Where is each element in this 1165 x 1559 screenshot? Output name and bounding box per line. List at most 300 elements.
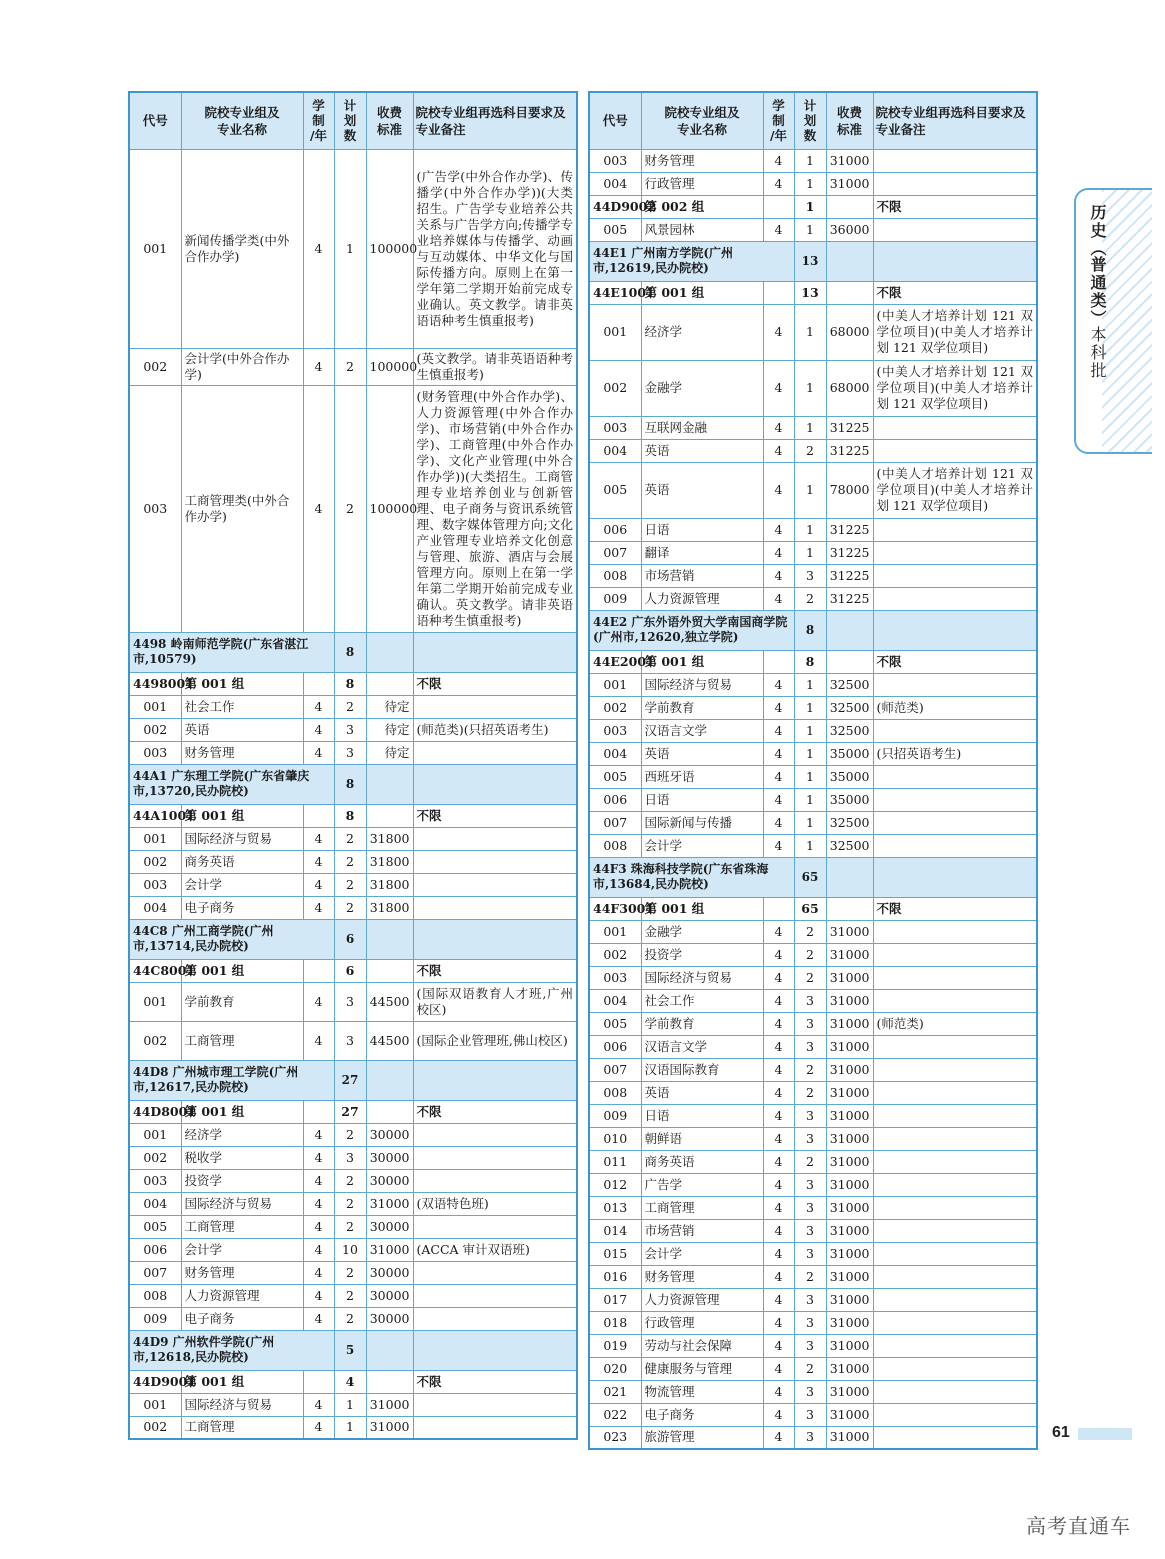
- major-plan: 3: [794, 1196, 826, 1219]
- group-code: 44D8001: [129, 1100, 181, 1123]
- header-name: 院校专业组及 专业名称: [641, 92, 763, 149]
- major-name: 投资学: [641, 943, 763, 966]
- major-plan: 3: [794, 1311, 826, 1334]
- major-code: 008: [589, 564, 641, 587]
- major-name: 会计学: [181, 1238, 303, 1261]
- major-fee: 32500: [826, 811, 873, 834]
- school-row: [589, 610, 1037, 650]
- major-row: [589, 811, 1037, 834]
- major-name: 经济学: [181, 1123, 303, 1146]
- group-name: 第 001 组: [641, 281, 763, 304]
- major-row: [589, 518, 1037, 541]
- major-row: [589, 989, 1037, 1012]
- major-fee: 31000: [366, 1393, 413, 1416]
- major-row: [589, 1058, 1037, 1081]
- major-code: 001: [589, 673, 641, 696]
- major-plan: 1: [794, 788, 826, 811]
- major-code: 009: [129, 1307, 181, 1330]
- major-row: [129, 1169, 577, 1192]
- group-code: 44D9002: [589, 195, 641, 218]
- header-notes: 院校专业组再选科目要求及专业备注: [873, 92, 1037, 149]
- major-plan: 3: [794, 1127, 826, 1150]
- major-years: 4: [763, 1242, 794, 1265]
- school-name: 44E1 广州南方学院(广州市,12619,民办院校): [589, 241, 794, 281]
- major-row: [589, 1288, 1037, 1311]
- school-row: [129, 1330, 577, 1370]
- major-row: [129, 149, 577, 348]
- group-fee-empty: [826, 281, 873, 304]
- group-years-empty: [763, 281, 794, 304]
- major-fee: 31800: [366, 873, 413, 896]
- major-years: 4: [303, 827, 334, 850]
- school-fee-empty: [826, 857, 873, 897]
- group-code: 44C8001: [129, 959, 181, 982]
- major-note: [873, 1242, 1037, 1265]
- major-code: 020: [589, 1357, 641, 1380]
- major-code: 002: [129, 348, 181, 385]
- major-row: [589, 304, 1037, 360]
- major-code: 011: [589, 1150, 641, 1173]
- group-code: 44A1001: [129, 804, 181, 827]
- school-note-empty: [873, 857, 1037, 897]
- major-name: 社会工作: [181, 695, 303, 718]
- group-years-empty: [763, 650, 794, 673]
- major-name: 工商管理类(中外合作办学): [181, 385, 303, 632]
- school-fee-empty: [366, 1060, 413, 1100]
- major-name: 人力资源管理: [181, 1284, 303, 1307]
- major-note: [873, 920, 1037, 943]
- major-row: [589, 696, 1037, 719]
- school-fee-empty: [366, 632, 413, 672]
- school-plan: 8: [334, 632, 366, 672]
- major-name: 国际经济与贸易: [181, 1393, 303, 1416]
- major-plan: 2: [794, 1058, 826, 1081]
- group-fee-empty: [366, 1100, 413, 1123]
- major-row: [589, 439, 1037, 462]
- major-plan: 2: [334, 1307, 366, 1330]
- major-note: (只招英语考生): [873, 742, 1037, 765]
- major-name: 英语: [181, 718, 303, 741]
- major-fee: 32500: [826, 673, 873, 696]
- major-years: 4: [763, 304, 794, 360]
- major-years: 4: [763, 462, 794, 518]
- group-row: [589, 281, 1037, 304]
- major-plan: 1: [334, 149, 366, 348]
- major-fee: 31225: [826, 587, 873, 610]
- major-row: [129, 1021, 577, 1060]
- major-fee: 68000: [826, 304, 873, 360]
- major-note: [873, 1357, 1037, 1380]
- major-years: 4: [763, 1058, 794, 1081]
- major-note: [873, 943, 1037, 966]
- major-note: [873, 1334, 1037, 1357]
- group-requirement: 不限: [873, 281, 1037, 304]
- major-plan: 2: [334, 1169, 366, 1192]
- section-side-tab: [1074, 188, 1152, 454]
- major-fee: 31225: [826, 416, 873, 439]
- major-name: 日语: [641, 518, 763, 541]
- major-plan: 1: [794, 719, 826, 742]
- major-fee: 30000: [366, 1169, 413, 1192]
- group-years-empty: [303, 1100, 334, 1123]
- major-name: 商务英语: [181, 850, 303, 873]
- major-fee: 32500: [826, 834, 873, 857]
- major-note: [873, 1173, 1037, 1196]
- major-note: [873, 172, 1037, 195]
- major-plan: 2: [334, 1192, 366, 1215]
- major-fee: 待定: [366, 695, 413, 718]
- major-code: 008: [589, 1081, 641, 1104]
- major-row: [589, 742, 1037, 765]
- major-name: 行政管理: [641, 1311, 763, 1334]
- major-fee: 78000: [826, 462, 873, 518]
- major-row: [129, 718, 577, 741]
- major-fee: 31000: [826, 1242, 873, 1265]
- school-row: [589, 241, 1037, 281]
- major-years: 4: [763, 719, 794, 742]
- major-code: 008: [589, 834, 641, 857]
- major-row: [129, 1393, 577, 1416]
- major-name: 翻译: [641, 541, 763, 564]
- major-row: [589, 1265, 1037, 1288]
- major-plan: 3: [794, 1334, 826, 1357]
- major-name: 风景园林: [641, 218, 763, 241]
- side-tab-label: [1088, 204, 1110, 380]
- major-row: [589, 834, 1037, 857]
- school-plan: 8: [794, 610, 826, 650]
- major-name: 电子商务: [641, 1403, 763, 1426]
- major-note: (国际企业管理班,佛山校区): [413, 1021, 577, 1060]
- major-note: [873, 719, 1037, 742]
- major-plan: 2: [794, 1081, 826, 1104]
- side-tab-sub: 普通类: [1088, 256, 1107, 310]
- school-row: [129, 1060, 577, 1100]
- major-years: 4: [303, 695, 334, 718]
- major-plan: 1: [794, 518, 826, 541]
- school-name: 44D8 广州城市理工学院(广州市,12617,民办院校): [129, 1060, 334, 1100]
- major-plan: 3: [794, 564, 826, 587]
- group-row: [589, 195, 1037, 218]
- major-row: [129, 1307, 577, 1330]
- major-years: 4: [763, 1288, 794, 1311]
- major-code: 015: [589, 1242, 641, 1265]
- major-note: [873, 1058, 1037, 1081]
- major-name: 国际经济与贸易: [641, 966, 763, 989]
- major-row: [589, 564, 1037, 587]
- major-plan: 2: [794, 966, 826, 989]
- major-plan: 2: [334, 1284, 366, 1307]
- major-fee: 待定: [366, 741, 413, 764]
- major-fee: 31000: [826, 1265, 873, 1288]
- major-code: 002: [129, 1416, 181, 1439]
- major-fee: 31000: [826, 1150, 873, 1173]
- major-years: 4: [303, 741, 334, 764]
- major-name: 会计学: [641, 834, 763, 857]
- major-note: (英文教学。请非英语语种考生慎重报考): [413, 348, 577, 385]
- major-note: [413, 1261, 577, 1284]
- major-note: [873, 1150, 1037, 1173]
- major-name: 英语: [641, 1081, 763, 1104]
- major-years: 4: [763, 518, 794, 541]
- major-plan: 10: [334, 1238, 366, 1261]
- major-note: (ACCA 审计双语班): [413, 1238, 577, 1261]
- major-plan: 3: [794, 1380, 826, 1403]
- major-fee: 31000: [366, 1416, 413, 1439]
- major-row: [129, 1123, 577, 1146]
- group-code: 4498001: [129, 672, 181, 695]
- major-code: 002: [589, 696, 641, 719]
- major-row: [589, 1242, 1037, 1265]
- major-note: (中美人才培养计划 121 双学位项目)(中美人才培养计划 121 双学位项目): [873, 462, 1037, 518]
- major-code: 009: [589, 1104, 641, 1127]
- group-requirement: 不限: [413, 1100, 577, 1123]
- major-code: 006: [589, 518, 641, 541]
- major-name: 健康服务与管理: [641, 1357, 763, 1380]
- major-plan: 2: [334, 1215, 366, 1238]
- major-name: 日语: [641, 1104, 763, 1127]
- major-code: 019: [589, 1334, 641, 1357]
- major-note: [873, 673, 1037, 696]
- major-fee: 待定: [366, 718, 413, 741]
- major-row: [589, 1196, 1037, 1219]
- major-years: 4: [763, 1081, 794, 1104]
- major-code: 018: [589, 1311, 641, 1334]
- major-fee: 30000: [366, 1215, 413, 1238]
- major-row: [589, 416, 1037, 439]
- major-row: [589, 1403, 1037, 1426]
- major-note: [873, 1380, 1037, 1403]
- school-fee-empty: [826, 610, 873, 650]
- major-name: 行政管理: [641, 172, 763, 195]
- major-row: [129, 1146, 577, 1169]
- group-plan: 13: [794, 281, 826, 304]
- major-plan: 1: [794, 834, 826, 857]
- major-plan: 2: [334, 1123, 366, 1146]
- major-note: [873, 564, 1037, 587]
- major-fee: 44500: [366, 982, 413, 1021]
- major-fee: 31000: [826, 1012, 873, 1035]
- major-note: [413, 695, 577, 718]
- major-row: [589, 172, 1037, 195]
- school-name: 44A1 广东理工学院(广东省肇庆市,13720,民办院校): [129, 764, 334, 804]
- group-fee-empty: [826, 897, 873, 920]
- major-note: [413, 1284, 577, 1307]
- header-name: 院校专业组及 专业名称: [181, 92, 303, 149]
- major-plan: 1: [794, 541, 826, 564]
- page-number: 61: [1052, 1424, 1070, 1441]
- major-code: 009: [589, 587, 641, 610]
- major-row: [129, 982, 577, 1021]
- major-name: 金融学: [641, 360, 763, 416]
- major-note: [413, 1393, 577, 1416]
- major-years: 4: [303, 1215, 334, 1238]
- major-fee: 31000: [826, 1081, 873, 1104]
- school-note-empty: [413, 1060, 577, 1100]
- major-fee: 100000: [366, 385, 413, 632]
- group-requirement: 不限: [873, 195, 1037, 218]
- major-plan: 1: [794, 462, 826, 518]
- major-row: [589, 1426, 1037, 1449]
- major-name: 汉语言文学: [641, 719, 763, 742]
- major-note: [413, 741, 577, 764]
- major-years: 4: [763, 1104, 794, 1127]
- major-note: [873, 587, 1037, 610]
- major-name: 财务管理: [181, 741, 303, 764]
- major-code: 001: [129, 827, 181, 850]
- major-fee: 31000: [826, 1196, 873, 1219]
- major-years: 4: [303, 348, 334, 385]
- major-code: 010: [589, 1127, 641, 1150]
- major-row: [129, 1261, 577, 1284]
- major-code: 005: [589, 765, 641, 788]
- major-note: [873, 1265, 1037, 1288]
- major-name: 国际经济与贸易: [181, 827, 303, 850]
- major-name: 财务管理: [641, 1265, 763, 1288]
- major-years: 4: [303, 1307, 334, 1330]
- major-fee: 31000: [826, 989, 873, 1012]
- major-years: 4: [763, 1357, 794, 1380]
- major-note: [873, 1219, 1037, 1242]
- group-name: 第 001 组: [181, 1100, 303, 1123]
- major-fee: 100000: [366, 348, 413, 385]
- major-name: 会计学: [641, 1242, 763, 1265]
- admission-table-right: [588, 91, 1038, 1450]
- major-code: 005: [589, 1012, 641, 1035]
- major-years: 4: [303, 1238, 334, 1261]
- major-code: 004: [589, 742, 641, 765]
- major-code: 002: [129, 1021, 181, 1060]
- major-name: 朝鲜语: [641, 1127, 763, 1150]
- major-years: 4: [303, 1284, 334, 1307]
- major-note: [873, 541, 1037, 564]
- group-requirement: 不限: [413, 959, 577, 982]
- group-plan: 27: [334, 1100, 366, 1123]
- major-code: 003: [129, 385, 181, 632]
- major-row: [589, 943, 1037, 966]
- major-name: 社会工作: [641, 989, 763, 1012]
- major-code: 017: [589, 1288, 641, 1311]
- major-code: 007: [589, 1058, 641, 1081]
- major-fee: 68000: [826, 360, 873, 416]
- group-code: 44E1001: [589, 281, 641, 304]
- school-row: [129, 919, 577, 959]
- major-note: [873, 518, 1037, 541]
- school-name: 44D9 广州软件学院(广州市,12618,民办院校): [129, 1330, 334, 1370]
- major-code: 004: [589, 172, 641, 195]
- major-row: [589, 1127, 1037, 1150]
- major-name: 税收学: [181, 1146, 303, 1169]
- major-plan: 2: [794, 920, 826, 943]
- major-name: 汉语言文学: [641, 1035, 763, 1058]
- major-years: 4: [763, 696, 794, 719]
- major-row: [589, 541, 1037, 564]
- major-years: 4: [763, 943, 794, 966]
- major-years: 4: [763, 416, 794, 439]
- major-note: [413, 827, 577, 850]
- group-name: 第 001 组: [181, 959, 303, 982]
- major-years: 4: [763, 1426, 794, 1449]
- major-years: 4: [303, 718, 334, 741]
- major-name: 劳动与社会保障: [641, 1334, 763, 1357]
- major-fee: 31000: [826, 1288, 873, 1311]
- group-row: [589, 650, 1037, 673]
- page-number-bar: [1078, 1428, 1132, 1440]
- major-row: [589, 1012, 1037, 1035]
- major-years: 4: [763, 1265, 794, 1288]
- major-years: 4: [763, 1311, 794, 1334]
- school-plan: 27: [334, 1060, 366, 1100]
- major-years: 4: [763, 541, 794, 564]
- group-plan: 4: [334, 1370, 366, 1393]
- major-years: 4: [763, 811, 794, 834]
- major-note: [413, 1416, 577, 1439]
- major-years: 4: [763, 673, 794, 696]
- major-name: 互联网金融: [641, 416, 763, 439]
- major-name: 电子商务: [181, 1307, 303, 1330]
- major-row: [589, 1104, 1037, 1127]
- major-code: 021: [589, 1380, 641, 1403]
- major-plan: 3: [334, 1146, 366, 1169]
- major-years: 4: [303, 1123, 334, 1146]
- major-plan: 1: [794, 149, 826, 172]
- major-note: [873, 1081, 1037, 1104]
- major-note: [873, 765, 1037, 788]
- group-row: [129, 804, 577, 827]
- major-years: 4: [763, 1035, 794, 1058]
- major-note: [413, 1307, 577, 1330]
- major-note: [413, 873, 577, 896]
- major-years: 4: [763, 742, 794, 765]
- group-plan: 8: [334, 672, 366, 695]
- major-plan: 2: [334, 348, 366, 385]
- major-row: [589, 587, 1037, 610]
- major-fee: 31000: [826, 1311, 873, 1334]
- major-row: [129, 1215, 577, 1238]
- major-note: [413, 1146, 577, 1169]
- major-row: [589, 218, 1037, 241]
- major-code: 014: [589, 1219, 641, 1242]
- major-years: 4: [303, 1416, 334, 1439]
- major-note: [873, 416, 1037, 439]
- major-row: [589, 966, 1037, 989]
- major-note: [873, 1127, 1037, 1150]
- header-code: 代号: [129, 92, 181, 149]
- major-note: (师范类)(只招英语考生): [413, 718, 577, 741]
- major-note: [873, 1311, 1037, 1334]
- group-years-empty: [303, 959, 334, 982]
- major-row: [589, 1357, 1037, 1380]
- major-years: 4: [763, 172, 794, 195]
- major-plan: 2: [334, 695, 366, 718]
- major-plan: 3: [334, 718, 366, 741]
- school-row: [589, 857, 1037, 897]
- major-name: 物流管理: [641, 1380, 763, 1403]
- admission-table-left: [128, 91, 578, 1440]
- school-plan: 6: [334, 919, 366, 959]
- major-fee: 30000: [366, 1261, 413, 1284]
- major-row: [589, 719, 1037, 742]
- major-plan: 1: [794, 416, 826, 439]
- school-name: 44F3 珠海科技学院(广东省珠海市,13684,民办院校): [589, 857, 794, 897]
- major-code: 001: [129, 982, 181, 1021]
- group-row: [129, 959, 577, 982]
- major-plan: 2: [794, 1265, 826, 1288]
- major-plan: 2: [334, 873, 366, 896]
- group-years-empty: [303, 672, 334, 695]
- school-plan: 65: [794, 857, 826, 897]
- major-code: 022: [589, 1403, 641, 1426]
- major-code: 006: [589, 1035, 641, 1058]
